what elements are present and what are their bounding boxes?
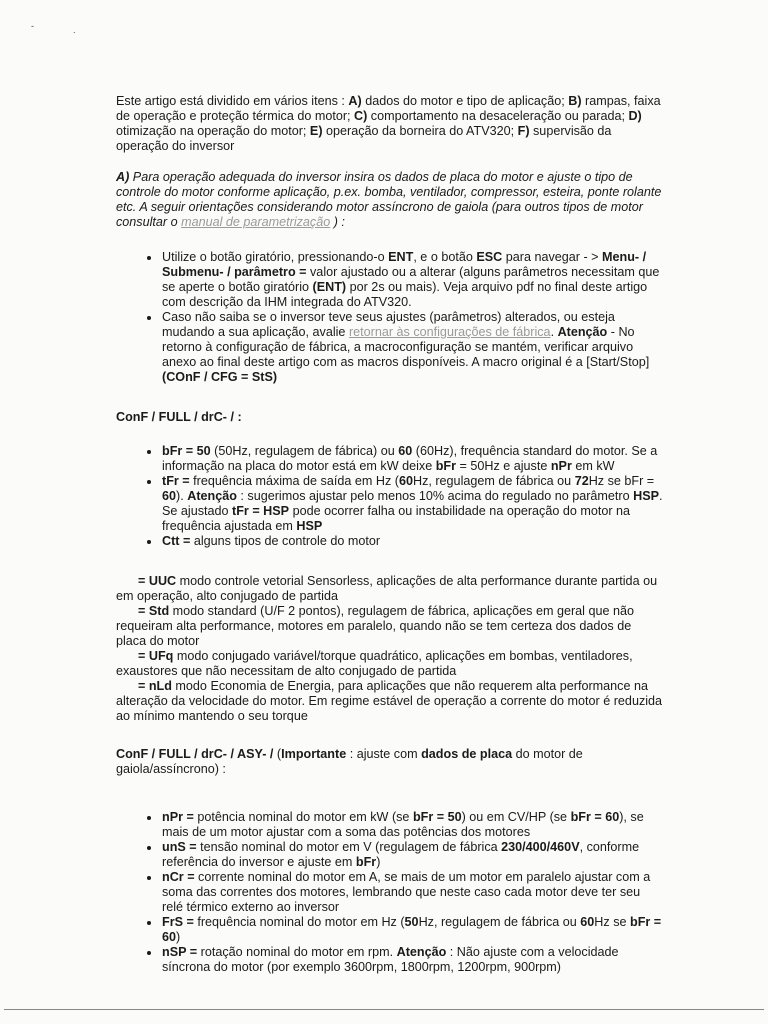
mode-nld: = nLd modo Economia de Energia, para aplicações que não requerem alta performance na alteração da velocidade do motor. Em regime estável de operação a corrente do motor é reduzida ao mínimo mantendo o seu torque	[116, 679, 663, 723]
parameter-list	[116, 444, 664, 549]
manual-link[interactable]: manual de parametrização	[181, 215, 331, 229]
section-heading: ConF / FULL / drC- / :	[116, 410, 242, 424]
intro-paragraph: Este artigo está dividido em vários itens : A) dados do motor e tipo de aplicação; B) rampas, faixa de operação e proteção térmica do motor; C) comportamento na desaceleração ou parada; D) otimização na operação do motor; E) operação da borneira do ATV320; F) supervisão da operação do inversor	[116, 94, 661, 153]
motor-data-list	[116, 810, 664, 975]
list-item: • FrS = frequência nominal do motor em Hz (50Hz, regulagem de fábrica ou 60Hz se bFr = 60)	[161, 915, 664, 945]
section-heading: ConF / FULL / drC- / ASY- / (Importante : ajuste com dados de placa do motor de gaiola/assíncrono) :	[116, 747, 583, 776]
list-item: • Ctt = alguns tipos de controle do motor	[161, 534, 664, 549]
control-modes	[116, 574, 664, 724]
list-item: • tFr = frequência máxima de saída em Hz (60Hz, regulagem de fábrica ou 72Hz se bFr = 60). Atenção : sugerimos ajustar pelo menos 10% acima do regulado no parâmetro HSP. Se ajustado tFr = HSP pode ocorrer falha ou instabilidade na operação do motor na frequência ajustada em HSP	[161, 474, 664, 534]
mode-std: = Std modo standard (U/F 2 pontos), regulagem de fábrica, aplicações em geral que não requeiram alta performance, motores em paralelo, quando não se tem certeza dos dados de placa do motor	[116, 604, 634, 648]
mode-ufq: = UFq modo conjugado variável/torque quadrático, aplicações em bombas, ventiladores, exaustores que não necessitam de alto conjugado de partida	[116, 649, 633, 678]
list-item: • Caso não saiba se o inversor teve seus ajustes (parâmetros) alterados, ou esteja mudando a sua aplicação, avalie retornar às configurações de fábrica. Atenção - No retorno à configuração de fábrica, a macroconfiguração se mantém, verificar arquivo anexo ao final deste artigo com as macros disponíveis. A macro original é a [Start/Stop] (COnF / CFG = StS)	[161, 310, 664, 385]
document-body	[116, 94, 664, 1000]
section-a-paragraph: A) Para operação adequada do inversor insira os dados de placa do motor e ajuste o tipo de controle do motor conforme aplicação, p.ex. bomba, ventilador, compressor, esteira, ponte rolante etc. A seguir orientações considerando motor assíncrono de gaiola (para outros tipos de motor consultar o manual de parametrização ) :	[116, 170, 662, 229]
navigation-list	[116, 250, 664, 385]
list-item: • nSP = rotação nominal do motor em rpm. Atenção : Não ajuste com a velocidade síncrona do motor (por exemplo 3600rpm, 1800rpm, 1200rpm, 900rpm)	[161, 945, 664, 975]
list-item: • unS = tensão nominal do motor em V (regulagem de fábrica 230/400/460V, conforme referência do inversor e ajuste em bFr)	[161, 840, 664, 870]
page-bottom-rule	[4, 1009, 764, 1010]
list-item: • Utilize o botão giratório, pressionando-o ENT, e o botão ESC para navegar - > Menu- / Submenu- / parâmetro = valor ajustado ou a alterar (alguns parâmetros necessitam que se aperte o botão giratório (ENT) por 2s ou mais). Veja arquivo pdf no final deste artigo com descrição da IHM integrada do ATV320.	[161, 250, 664, 310]
list-item: • nPr = potência nominal do motor em kW (se bFr = 50) ou em CV/HP (se bFr = 60), se mais de um motor ajustar com a soma das potências dos motores	[161, 810, 664, 840]
mode-uuc: = UUC modo controle vetorial Sensorless, aplicações de alta performance durante partida ou em operação, alto conjugado de partida	[116, 574, 658, 603]
list-item: • bFr = 50 (50Hz, regulagem de fábrica) ou 60 (60Hz), frequência standard do motor. Se a informação na placa do motor está em kW deixe bFr = 50Hz e ajuste nPr em kW	[161, 444, 664, 474]
factory-reset-link[interactable]: retornar às configurações de fábrica	[348, 325, 551, 339]
scan-mark: -	[31, 21, 34, 31]
scan-mark: .	[73, 25, 76, 35]
list-item: • nCr = corrente nominal do motor em A, se mais de um motor em paralelo ajustar com a soma das correntes dos motores, lembrando que neste caso cada motor deve ter seu relé térmico externo ao inversor	[161, 870, 664, 915]
